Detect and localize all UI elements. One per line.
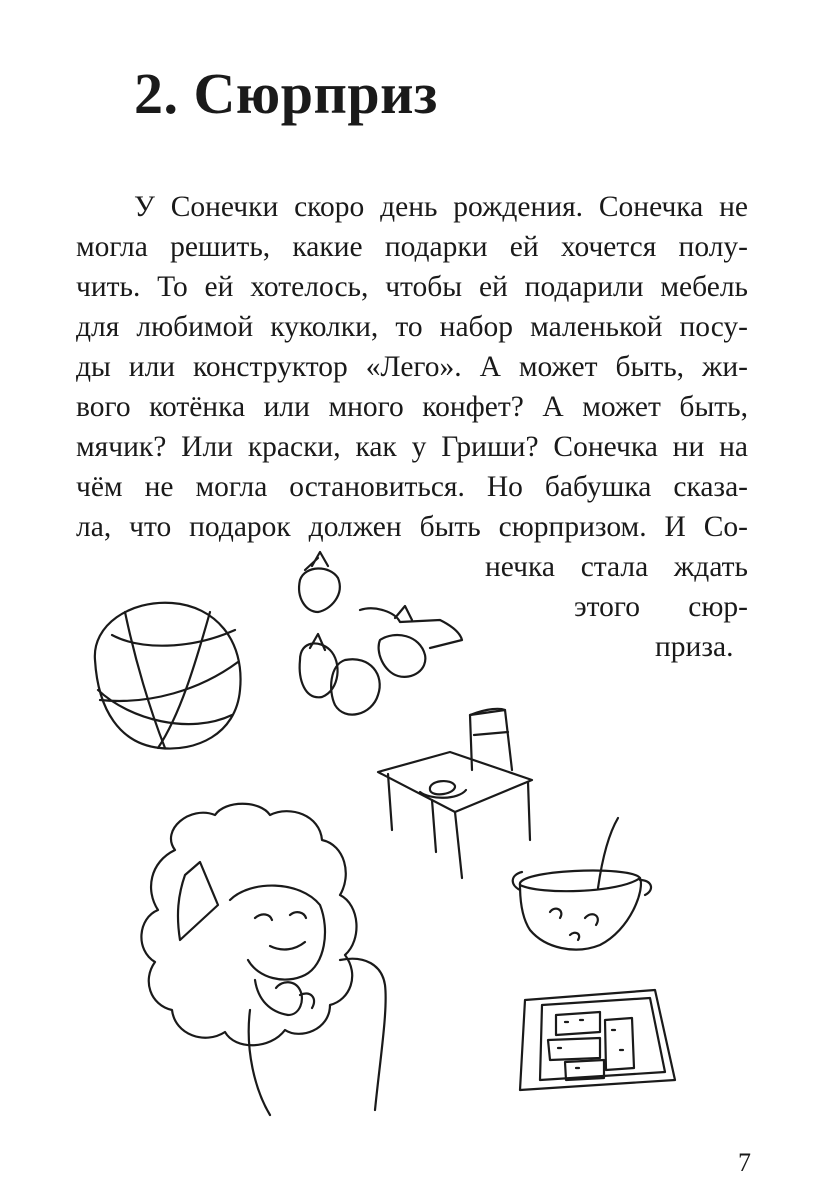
text-line: могла решить, какие подарки ей хочется полу- xyxy=(76,231,748,263)
yarn-ball-drawing xyxy=(95,603,241,749)
text-line: У Сонечки скоро день рождения. Сонечка не xyxy=(134,191,748,223)
doll-table-drawing xyxy=(378,709,532,878)
text-line: этого сюр- xyxy=(574,591,748,623)
text-line: для любимой куколки, то набор маленькой посу- xyxy=(76,311,748,343)
bowl-drawing xyxy=(513,818,651,950)
text-line: вого котёнка или много конфет? А может быть, xyxy=(76,391,748,423)
girl-drawing xyxy=(141,804,385,1115)
text-line: чём не могла остановиться. Но бабушка сказа- xyxy=(76,471,748,503)
text-line: нечка стала ждать xyxy=(485,551,748,583)
dominoes-box-drawing xyxy=(520,990,675,1090)
text-line: чить. То ей хотелось, чтобы ей подарили мебель xyxy=(76,271,748,303)
text-line: ла, что подарок должен быть сюрпризом. И Со- xyxy=(76,511,748,543)
chapter-title: 2. Сюрприз xyxy=(134,61,438,126)
page-number: 7 xyxy=(738,1148,751,1177)
text-line: приза. xyxy=(655,631,734,663)
text-line: мячик? Или краски, как у Гриши? Сонечка ни на xyxy=(76,431,748,463)
text-line: ды или конструктор «Лего». А может быть, жи- xyxy=(76,351,748,383)
strawberries-drawing xyxy=(299,552,462,715)
